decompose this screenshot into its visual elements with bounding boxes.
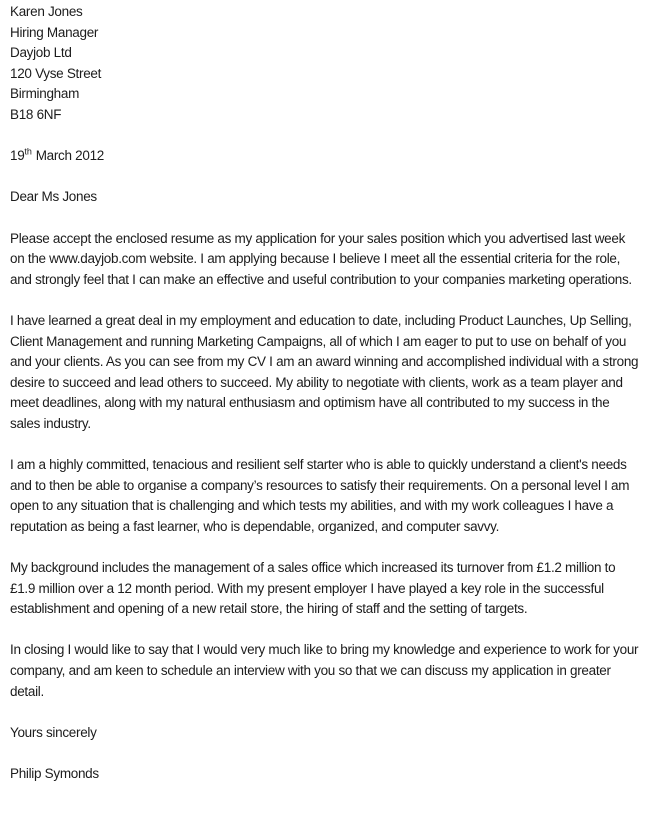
date-day: 19 [10,148,25,164]
recipient-address-block [10,2,641,126]
letter-date [10,146,641,167]
recipient-city: Birmingham [10,86,80,102]
date-ordinal-suffix: th [24,146,32,157]
paragraph-experience: I have learned a great deal in my employment and education to date, including Product Launches, Up Selling, Client Management and running Marketing Campaigns, all of which I am eager to put to use on behalf of you and your clients. As you can see from my CV I am an award winning and accomplished individual with a strong desire to succeed and lead others to succeed. My ability to negotiate with clients, work as a team player and meet deadlines, along with my natural enthusiasm and optimism have all contributed to my success in the sales industry. [10,312,639,431]
recipient-job-title: Hiring Manager [10,24,99,40]
paragraph-background: My background includes the management of a sales office which increased its turnover from £1.2 million to £1.9 million over a 12 month period. With my present employer I have played a key role in the successful establishment and opening of a new retail store, the hiring of staff and the setting of targets. [10,560,616,617]
paragraph-personal-qualities: I am a highly committed, tenacious and resilient self starter who is able to quickly understand a client's needs and to then be able to organise a company’s resources to satisfy their requirements. On a personal level I am open to any situation that is challenging and which tests my abilities, and with my work colleagues I have a reputation as being a fast learner, who is dependable, organized, and computer savvy. [10,457,630,534]
date-month-year: March 2012 [35,148,104,164]
recipient-postcode: B18 6NF [10,106,62,122]
recipient-company: Dayjob Ltd [10,45,72,61]
paragraph-application-intro: Please accept the enclosed resume as my application for your sales position which you advertised last week on the www.dayjob.com website. I am applying because I believe I meet all the essential criteria for the role, and strongly feel that I can make an effective and useful contribution to your companies marketing operations. [10,230,632,287]
closing-valediction: Yours sincerely [10,724,97,740]
signature-name: Philip Symonds [10,765,99,781]
salutation: Dear Ms Jones [10,189,97,205]
paragraph-closing: In closing I would like to say that I would very much like to bring my knowledge and experience to work for your company, and am keen to schedule an interview with you so that we can discuss my application in greater detail. [10,642,639,699]
recipient-street: 120 Vyse Street [10,65,102,81]
recipient-name: Karen Jones [10,4,83,19]
